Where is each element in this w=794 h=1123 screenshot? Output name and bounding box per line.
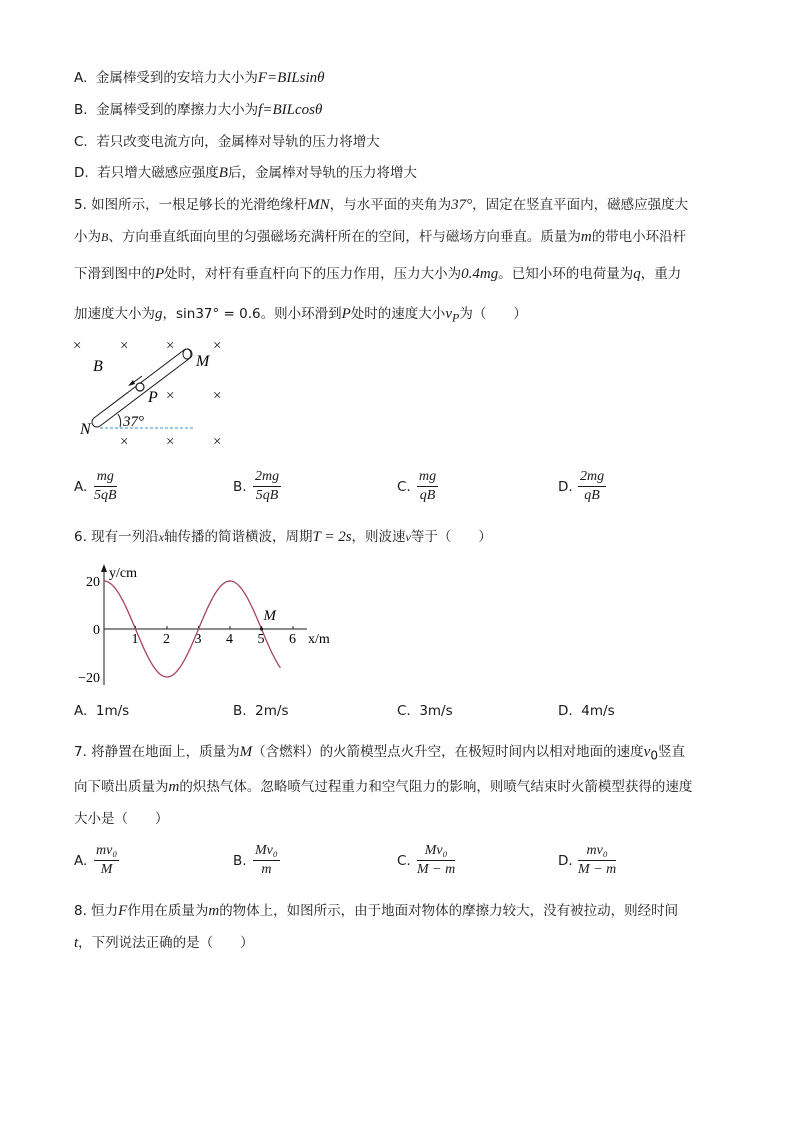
q5-stem-line-1: 5. 如图所示，一根足够长的光滑绝缘杆MN，与水平面的夹角为37°，固定在竖直平面内，磁感应强度大 — [74, 197, 689, 213]
q8-stem-line-2: t，下列说法正确的是（ ） — [74, 935, 254, 951]
q7-option-b: B. — [233, 853, 247, 869]
q5-stem-line-2: 小为B、方向垂直纸面向里的匀强磁场充满杆所在的空间，杆与磁场方向垂直。质量为m的带电小环沿杆 — [74, 229, 687, 245]
q5-option-b: B. — [233, 479, 247, 495]
chart-axes — [101, 564, 330, 685]
q5-option-c: C. — [397, 479, 411, 495]
y-tick-label: −20 — [78, 671, 100, 686]
q6-option-d: D. 4m/s — [558, 703, 615, 719]
x-axis-label: x/m — [308, 632, 330, 647]
q5-option-c-fraction: $\frac{mg}{qB}$ — [419, 469, 437, 503]
q4-option-c: C. 若只改变电流方向，金属棒对导轨的压力将增大 — [74, 134, 380, 150]
cross-mark: × — [166, 388, 175, 404]
x-tick-label: 2 — [163, 632, 170, 647]
y-axis-label: y/cm — [109, 566, 137, 581]
charged-ring — [136, 383, 144, 391]
q6-stem: 6. 现有一列沿x轴传播的简谐横波，周期T = 2s，则波速v等于（ ） — [74, 529, 492, 545]
point-m-marker — [260, 627, 263, 630]
point-label-p: P — [148, 389, 158, 406]
q4-option-d: D. 若只增大磁感应强度B后，金属棒对导轨的压力将增大 — [74, 165, 417, 181]
x-tick-label: 6 — [289, 632, 296, 647]
q8-stem-line-1: 8. 恒力F作用在质量为m的物体上，如图所示，由于地面对物体的摩擦力较大，没有被拉动，则经时间 — [74, 903, 679, 919]
q5-option-d: D. — [558, 479, 573, 495]
q4-option-b: B. 金属棒受到的摩擦力大小为f=BILcosθ — [74, 102, 323, 118]
y-axis-arrow — [101, 564, 107, 572]
q5-option-a-fraction: $\frac{mg}{5qB}$ — [94, 469, 117, 503]
cross-mark: × — [213, 434, 222, 450]
q6-option-c: C. 3m/s — [397, 703, 453, 719]
end-label-n: N — [80, 421, 91, 438]
cross-mark: × — [166, 338, 175, 354]
angle-label: 37° — [123, 414, 144, 430]
x-tick-label: 1 — [131, 632, 139, 647]
cross-mark: × — [166, 434, 175, 450]
y-tick-label: 0 — [93, 623, 100, 638]
y-tick-label: 20 — [86, 575, 100, 590]
q7-option-d: D. — [558, 853, 573, 869]
x-tick-label: 5 — [257, 632, 265, 647]
x-tick-label: 4 — [226, 632, 233, 647]
q5-stem-line-3: 下滑到图中的P处时，对杆有垂直杆向下的压力作用，压力大小为0.4mg。已知小环的电荷量为q，重力 — [74, 266, 682, 282]
q4-option-a: A. 金属棒受到的安培力大小为F=BILsinθ — [74, 70, 325, 86]
q5-option-b-fraction: $\frac{2mg}{5qB}$ — [255, 469, 280, 503]
q6-wave-chart — [66, 556, 346, 690]
cross-mark: × — [120, 338, 129, 354]
q5-option-d-fraction: $\frac{2mg}{qB}$ — [580, 469, 605, 503]
cross-mark: × — [213, 388, 222, 404]
q7-option-c: C. — [397, 853, 411, 869]
field-label-b: B — [93, 358, 103, 375]
point-m-label: M — [263, 608, 276, 624]
q7-option-d-fraction: $\frac{\text{mv₀}}{M - m}$ — [578, 843, 617, 877]
angle-arc — [118, 414, 121, 427]
q7-option-c-fraction: $\frac{\text{Mv₀}}{M - m}$ — [417, 843, 456, 877]
q7-stem-line-1: 7. 将静置在地面上，质量为M（含燃料）的火箭模型点火升空，在极短时间内以相对地面的速度$v_0$竖直 — [74, 744, 685, 763]
q7-option-a-fraction: $\frac{\text{mv₀}}{M}$ — [96, 843, 118, 877]
chart-ticks — [78, 575, 296, 686]
cross-mark: × — [73, 338, 82, 354]
q5-figure — [70, 334, 240, 454]
end-label-m: M — [196, 353, 210, 370]
q5-stem-line-4: 加速度大小为g，sin37° = 0.6。则小环滑到P处时的速度大小$v_P$为（ ） — [74, 306, 527, 325]
q5-option-a: A. — [74, 479, 88, 495]
cross-mark: × — [120, 434, 129, 450]
q7-stem-line-3: 大小是（ ） — [74, 811, 169, 827]
x-tick-label: 3 — [194, 632, 202, 647]
q6-option-b: B. 2m/s — [233, 703, 289, 719]
q7-option-b-fraction: $\frac{\text{Mv₀}}{m}$ — [255, 843, 278, 877]
q7-stem-line-2: 向下喷出质量为m的炽热气体。忽略喷气过程重力和空气阻力的影响，则喷气结束时火箭模型获得的速度 — [74, 779, 693, 795]
cross-mark: × — [213, 338, 222, 354]
q7-option-a: A. — [74, 853, 88, 869]
q6-option-a: A. 1m/s — [74, 703, 130, 719]
